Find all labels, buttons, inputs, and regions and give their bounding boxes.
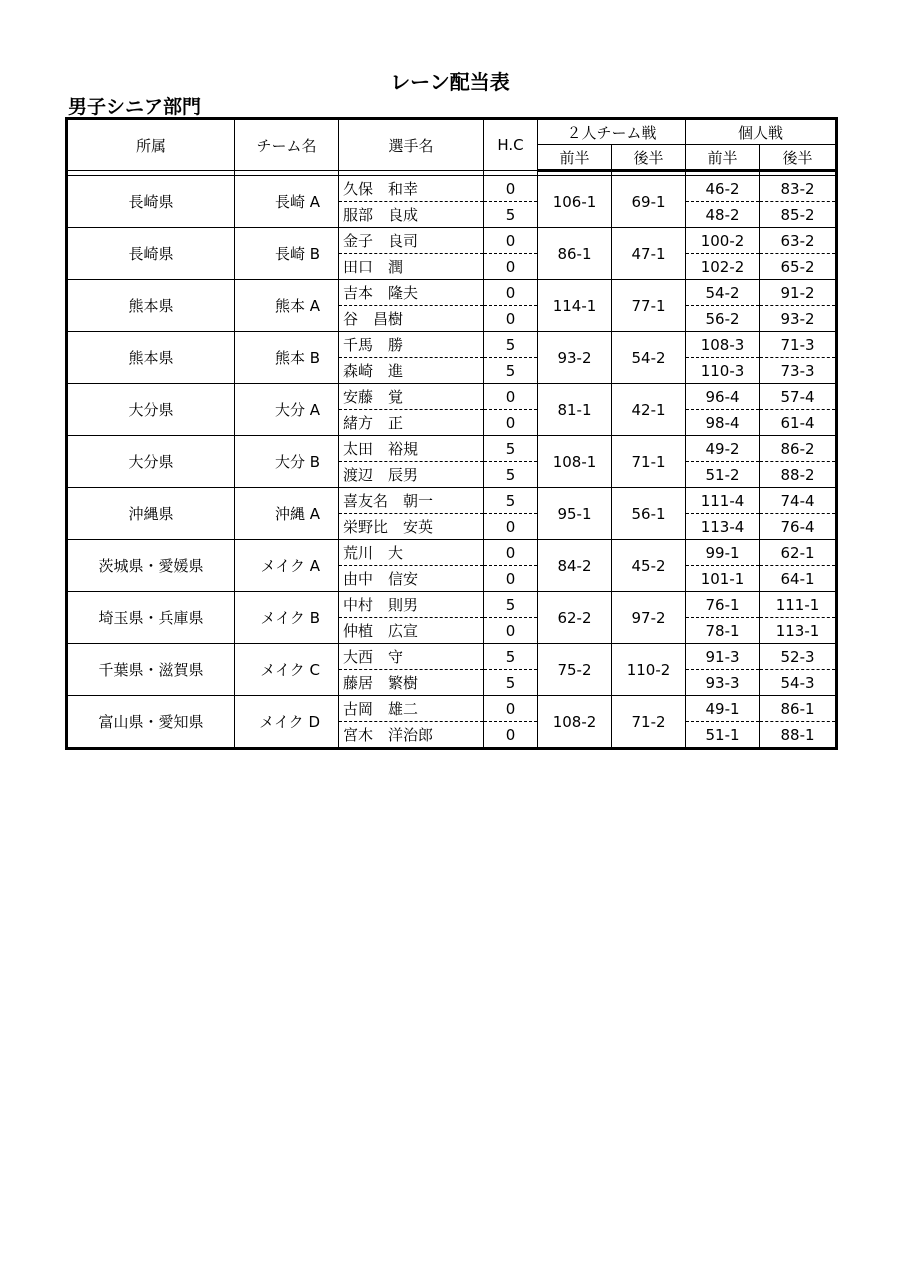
ind-second-cell: 62-1 (760, 540, 837, 566)
pair-second-cell: 77-1 (612, 280, 686, 332)
ind-second-cell: 74-4 (760, 488, 837, 514)
ind-first-cell: 101-1 (686, 566, 760, 592)
player-name-cell: 古岡 雄二 (339, 696, 484, 722)
header-pair-second: 後半 (612, 145, 686, 171)
pair-first-cell: 108-2 (538, 696, 612, 749)
table-row (67, 228, 837, 254)
player-name-cell: 喜友名 朝一 (339, 488, 484, 514)
team-name-cell: メイク D (235, 696, 339, 749)
ind-first-cell: 108-3 (686, 332, 760, 358)
table-row (67, 488, 837, 514)
hc-cell: 0 (484, 280, 538, 306)
player-name-cell: 中村 則男 (339, 592, 484, 618)
player-name-cell: 田口 潤 (339, 254, 484, 280)
team-name-cell: 長崎 B (235, 228, 339, 280)
ind-second-cell: 54-3 (760, 670, 837, 696)
ind-second-cell: 57-4 (760, 384, 837, 410)
ind-first-cell: 48-2 (686, 202, 760, 228)
hc-cell: 0 (484, 176, 538, 202)
player-name-cell: 吉本 隆夫 (339, 280, 484, 306)
affiliation-cell: 長崎県 (67, 228, 235, 280)
pair-first-cell: 95-1 (538, 488, 612, 540)
affiliation-cell: 長崎県 (67, 176, 235, 228)
hc-cell: 0 (484, 306, 538, 332)
hc-cell: 0 (484, 514, 538, 540)
table-row (67, 280, 837, 306)
hc-cell: 5 (484, 488, 538, 514)
player-name-cell: 仲植 広宣 (339, 618, 484, 644)
ind-second-cell: 52-3 (760, 644, 837, 670)
pair-second-cell: 69-1 (612, 176, 686, 228)
hc-cell: 0 (484, 722, 538, 749)
pair-second-cell: 71-2 (612, 696, 686, 749)
pair-first-cell: 114-1 (538, 280, 612, 332)
hc-cell: 5 (484, 332, 538, 358)
team-name-cell: 熊本 B (235, 332, 339, 384)
header-affiliation: 所属 (67, 119, 235, 171)
hc-cell: 0 (484, 566, 538, 592)
hc-cell: 5 (484, 462, 538, 488)
section-title: 男子シニア部門 (68, 96, 202, 118)
pair-second-cell: 56-1 (612, 488, 686, 540)
lane-table (65, 117, 838, 750)
affiliation-cell: 大分県 (67, 384, 235, 436)
ind-first-cell: 100-2 (686, 228, 760, 254)
pair-first-cell: 106-1 (538, 176, 612, 228)
player-name-cell: 久保 和幸 (339, 176, 484, 202)
table-body (67, 171, 837, 749)
ind-first-cell: 78-1 (686, 618, 760, 644)
affiliation-cell: 埼玉県・兵庫県 (67, 592, 235, 644)
ind-first-cell: 46-2 (686, 176, 760, 202)
ind-second-cell: 111-1 (760, 592, 837, 618)
player-name-cell: 栄野比 安英 (339, 514, 484, 540)
team-name-cell: 長崎 A (235, 176, 339, 228)
pair-first-cell: 75-2 (538, 644, 612, 696)
team-name-cell: メイク A (235, 540, 339, 592)
ind-first-cell: 98-4 (686, 410, 760, 436)
header-pair-first: 前半 (538, 145, 612, 171)
team-name-cell: 沖縄 A (235, 488, 339, 540)
ind-second-cell: 73-3 (760, 358, 837, 384)
ind-first-cell: 102-2 (686, 254, 760, 280)
affiliation-cell: 富山県・愛知県 (67, 696, 235, 749)
player-name-cell: 藤居 繁樹 (339, 670, 484, 696)
table-row (67, 332, 837, 358)
table-row (67, 644, 837, 670)
ind-first-cell: 110-3 (686, 358, 760, 384)
table-row (67, 436, 837, 462)
table-row (67, 540, 837, 566)
affiliation-cell: 沖縄県 (67, 488, 235, 540)
player-name-cell: 大西 守 (339, 644, 484, 670)
table-row (67, 176, 837, 202)
hc-cell: 5 (484, 202, 538, 228)
affiliation-cell: 大分県 (67, 436, 235, 488)
hc-cell: 0 (484, 384, 538, 410)
hc-cell: 5 (484, 592, 538, 618)
pair-first-cell: 93-2 (538, 332, 612, 384)
hc-cell: 0 (484, 410, 538, 436)
pair-first-cell: 86-1 (538, 228, 612, 280)
pair-second-cell: 45-2 (612, 540, 686, 592)
player-name-cell: 緒方 正 (339, 410, 484, 436)
player-name-cell: 由中 信安 (339, 566, 484, 592)
ind-first-cell: 51-2 (686, 462, 760, 488)
header-team: チーム名 (235, 119, 339, 171)
hc-cell: 0 (484, 540, 538, 566)
team-name-cell: メイク B (235, 592, 339, 644)
pair-first-cell: 108-1 (538, 436, 612, 488)
ind-second-cell: 76-4 (760, 514, 837, 540)
affiliation-cell: 茨城県・愛媛県 (67, 540, 235, 592)
ind-first-cell: 96-4 (686, 384, 760, 410)
pair-first-cell: 84-2 (538, 540, 612, 592)
player-name-cell: 宮木 洋治郎 (339, 722, 484, 749)
table-row (67, 696, 837, 722)
ind-first-cell: 91-3 (686, 644, 760, 670)
ind-second-cell: 113-1 (760, 618, 837, 644)
pair-first-cell: 81-1 (538, 384, 612, 436)
affiliation-cell: 千葉県・滋賀県 (67, 644, 235, 696)
ind-second-cell: 83-2 (760, 176, 837, 202)
ind-first-cell: 49-2 (686, 436, 760, 462)
ind-first-cell: 113-4 (686, 514, 760, 540)
ind-first-cell: 49-1 (686, 696, 760, 722)
pair-second-cell: 47-1 (612, 228, 686, 280)
team-name-cell: 大分 B (235, 436, 339, 488)
hc-cell: 5 (484, 644, 538, 670)
header-hc: H.C (484, 119, 538, 171)
pair-second-cell: 97-2 (612, 592, 686, 644)
header-pair-event: ２人チーム戦 (538, 119, 686, 145)
ind-first-cell: 99-1 (686, 540, 760, 566)
hc-cell: 0 (484, 228, 538, 254)
header-ind-second: 後半 (760, 145, 837, 171)
ind-second-cell: 93-2 (760, 306, 837, 332)
player-name-cell: 森崎 進 (339, 358, 484, 384)
hc-cell: 0 (484, 618, 538, 644)
player-name-cell: 荒川 大 (339, 540, 484, 566)
ind-second-cell: 88-1 (760, 722, 837, 749)
player-name-cell: 金子 良司 (339, 228, 484, 254)
header-individual-event: 個人戦 (686, 119, 837, 145)
ind-first-cell: 51-1 (686, 722, 760, 749)
table-row (67, 384, 837, 410)
ind-second-cell: 86-2 (760, 436, 837, 462)
player-name-cell: 千馬 勝 (339, 332, 484, 358)
affiliation-cell: 熊本県 (67, 332, 235, 384)
pair-second-cell: 71-1 (612, 436, 686, 488)
ind-second-cell: 71-3 (760, 332, 837, 358)
page-title: レーン配当表 (390, 70, 510, 94)
affiliation-cell: 熊本県 (67, 280, 235, 332)
ind-second-cell: 61-4 (760, 410, 837, 436)
pair-second-cell: 42-1 (612, 384, 686, 436)
ind-second-cell: 86-1 (760, 696, 837, 722)
hc-cell: 0 (484, 254, 538, 280)
hc-cell: 5 (484, 670, 538, 696)
pair-first-cell: 62-2 (538, 592, 612, 644)
header-ind-first: 前半 (686, 145, 760, 171)
player-name-cell: 太田 裕規 (339, 436, 484, 462)
ind-first-cell: 76-1 (686, 592, 760, 618)
player-name-cell: 安藤 覚 (339, 384, 484, 410)
ind-second-cell: 88-2 (760, 462, 837, 488)
header-player: 選手名 (339, 119, 484, 171)
pair-second-cell: 54-2 (612, 332, 686, 384)
hc-cell: 5 (484, 436, 538, 462)
pair-second-cell: 110-2 (612, 644, 686, 696)
player-name-cell: 服部 良成 (339, 202, 484, 228)
ind-second-cell: 91-2 (760, 280, 837, 306)
team-name-cell: 大分 A (235, 384, 339, 436)
ind-first-cell: 93-3 (686, 670, 760, 696)
ind-second-cell: 64-1 (760, 566, 837, 592)
ind-second-cell: 85-2 (760, 202, 837, 228)
table-row (67, 592, 837, 618)
hc-cell: 5 (484, 358, 538, 384)
ind-first-cell: 111-4 (686, 488, 760, 514)
ind-first-cell: 54-2 (686, 280, 760, 306)
ind-second-cell: 65-2 (760, 254, 837, 280)
player-name-cell: 谷 昌樹 (339, 306, 484, 332)
team-name-cell: 熊本 A (235, 280, 339, 332)
player-name-cell: 渡辺 辰男 (339, 462, 484, 488)
ind-first-cell: 56-2 (686, 306, 760, 332)
team-name-cell: メイク C (235, 644, 339, 696)
hc-cell: 0 (484, 696, 538, 722)
ind-second-cell: 63-2 (760, 228, 837, 254)
